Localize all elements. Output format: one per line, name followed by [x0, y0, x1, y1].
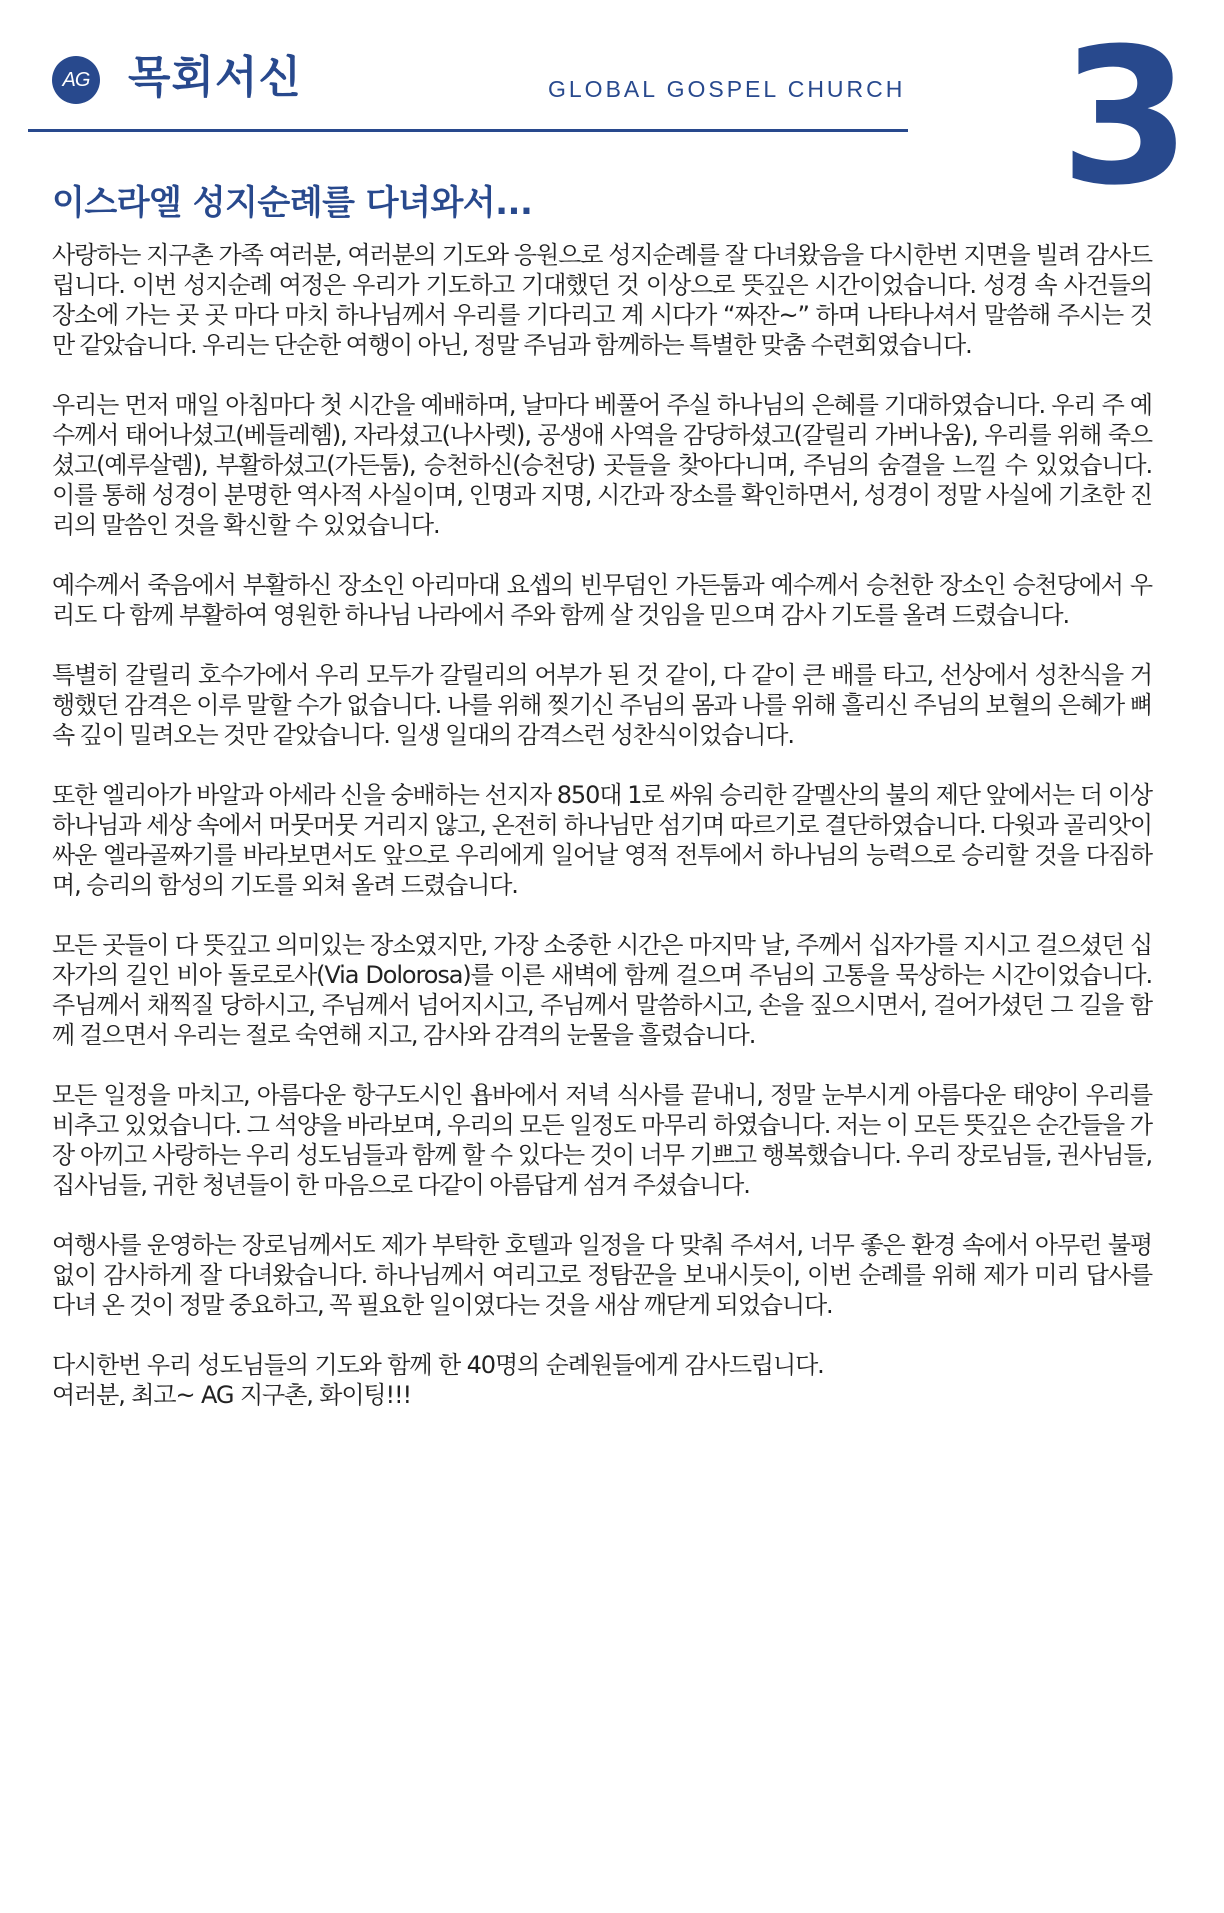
- paragraph: 여행사를 운영하는 장로님께서도 제가 부탁한 호텔과 일정을 다 맞춰 주셔서, 너무 좋은 환경 속에서 아무런 불평없이 감사하게 잘 다녀왔습니다. 하나님께서 여리고로 정탐꾼을 보내시듯이, 이번 순례를 위해 제가 미리 답사를 다녀 온 것이 정말 중요하고, 꼭 필요한 일이였다는 것을 새삼 깨닫게 되었습니다.: [52, 1231, 1152, 1319]
- church-logo: [52, 56, 100, 104]
- header-divider: [28, 129, 908, 132]
- page-number: 3: [1060, 8, 1191, 227]
- closing-thanks: 다시한번 우리 성도님들의 기도와 함께 한 40명의 순례원들에게 감사드립니다.: [52, 1351, 824, 1379]
- paragraph: 모든 곳들이 다 뜻깊고 의미있는 장소였지만, 가장 소중한 시간은 마지막 날, 주께서 십자가를 지시고 걸으셨던 십자가의 길인 비아 돌로로사(Via Dolorosa)를 이른 새벽에 함께 걸으며 주님의 고통을 묵상하는 시간이었습니다. 주님께서 채찍질 당하시고, 주님께서 넘어지시고, 주님께서 말씀하시고, 손을 짚으시면서, 걸어가셨던 그 길을 함께 걸으면서 우리는 절로 숙연해 지고, 감사와 감격의 눈물을 흘렸습니다.: [52, 931, 1152, 1049]
- paragraph: 사랑하는 지구촌 가족 여러분, 여러분의 기도와 응원으로 성지순례를 잘 다녀왔음을 다시한번 지면을 빌려 감사드립니다. 이번 성지순례 여정은 우리가 기도하고 기대했던 것 이상으로 뜻깊은 시간이었습니다. 성경 속 사건들의 장소에 가는 곳 곳 마다 마치 하나님께서 우리를 기다리고 계 시다가 “짜잔~” 하며 나타나셔서 말씀해 주시는 것만 같았습니다. 우리는 단순한 여행이 아닌, 정말 주님과 함께하는 특별한 맞춤 수련회였습니다.: [52, 241, 1152, 359]
- closing-section: [52, 1350, 1152, 1410]
- paragraph: 모든 일정을 마치고, 아름다운 항구도시인 욥바에서 저녁 식사를 끝내니, 정말 눈부시게 아름다운 태양이 우리를 비추고 있었습니다. 그 석양을 바라보며, 우리의 모든 일정도 마무리 하였습니다. 저는 이 모든 뜻깊은 순간들을 가장 아끼고 사랑하는 우리 성도님들과 함께 할 수 있다는 것이 너무 기쁘고 행복했습니다. 우리 장로님들, 권사님들, 집사님들, 귀한 청년들이 한 마음으로 다같이 아름답게 섬겨 주셨습니다.: [52, 1081, 1152, 1199]
- article-body: [52, 240, 1152, 1410]
- logo-text: AG: [62, 68, 90, 91]
- article-title: 이스라엘 성지순례를 다녀와서...: [52, 182, 533, 223]
- church-name: GLOBAL GOSPEL CHURCH: [548, 76, 906, 102]
- paragraph: 특별히 갈릴리 호수가에서 우리 모두가 갈릴리의 어부가 된 것 같이, 다 같이 큰 배를 타고, 선상에서 성찬식을 거행했던 감격은 이루 말할 수가 없습니다. 나를 위해 찢기신 주님의 몸과 나를 위해 흘리신 주님의 보혈의 은혜가 뼈속 깊이 밀려오는 것만 같았습니다. 일생 일대의 감격스런 성찬식이었습니다.: [52, 661, 1152, 749]
- closing-cheer: 여러분, 최고~ AG 지구촌, 화이팅!!!: [52, 1381, 412, 1409]
- paragraph: 또한 엘리아가 바알과 아세라 신을 숭배하는 선지자 850대 1로 싸워 승리한 갈멜산의 불의 제단 앞에서는 더 이상 하나님과 세상 속에서 머뭇머뭇 거리지 않고, 온전히 하나님만 섬기며 따르기로 결단하였습니다. 다윗과 골리앗이 싸운 엘라골짜기를 바라보면서도 앞으로 우리에게 일어날 영적 전투에서 하나님의 능력으로 승리할 것을 다짐하며, 승리의 함성의 기도를 외쳐 올려 드렸습니다.: [52, 781, 1152, 899]
- paragraph: 예수께서 죽음에서 부활하신 장소인 아리마대 요셉의 빈무덤인 가든툼과 예수께서 승천한 장소인 승천당에서 우리도 다 함께 부활하여 영원한 하나님 나라에서 주와 함께 살 것임을 믿으며 감사 기도를 올려 드렸습니다.: [52, 571, 1152, 629]
- paragraph: 우리는 먼저 매일 아침마다 첫 시간을 예배하며, 날마다 베풀어 주실 하나님의 은혜를 기대하였습니다. 우리 주 예수께서 태어나셨고(베들레헴), 자라셨고(나사렛), 공생애 사역을 감당하셨고(갈릴리 가버나움), 우리를 위해 죽으셨고(예루살렘), 부활하셨고(가든툼), 승천하신(승천당) 곳들을 찾아다니며, 주님의 숨결을 느낄 수 있었습니다. 이를 통해 성경이 분명한 역사적 사실이며, 인명과 지명, 시간과 장소를 확인하면서, 성경이 정말 사실에 기초한 진리의 말씀인 것을 확신할 수 있었습니다.: [52, 391, 1152, 539]
- bulletin-title: 목회서신: [128, 52, 303, 103]
